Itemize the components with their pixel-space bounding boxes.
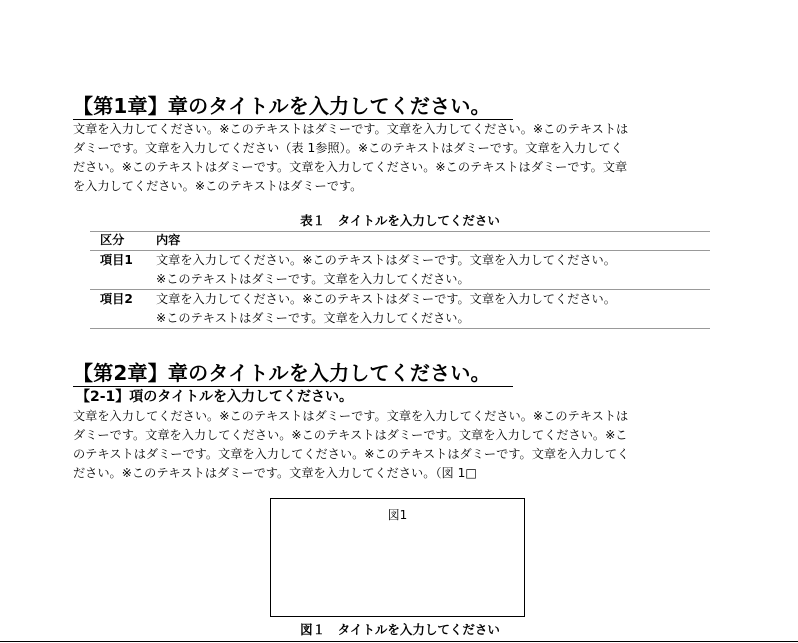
paragraph-line: ダミーです。文章を入力してください（表 1参照）。※このテキストはダミーです。文章を入力してく xyxy=(73,141,623,155)
page-bottom-rule xyxy=(0,641,798,642)
paragraph-line: ださい。※このテキストはダミーです。文章を入力してください。※このテキストはダミーです。文章 xyxy=(73,160,628,174)
paragraph-line: 文章を入力してください。※このテキストはダミーです。文章を入力してください。※このテキストは xyxy=(73,409,629,423)
table-top-rule xyxy=(90,231,710,232)
table-row-1-line-1: 文章を入力してください。※このテキストはダミーです。文章を入力してください。 xyxy=(156,253,616,267)
table-bottom-rule xyxy=(90,328,710,329)
table-row-2-line-1: 文章を入力してください。※このテキストはダミーです。文章を入力してください。 xyxy=(156,292,616,306)
table-row-1-label: 項目1 xyxy=(100,253,133,267)
section-2-1-title: 【2-1】項のタイトルを入力してください。 xyxy=(76,389,354,405)
paragraph-line: 文章を入力してください。※このテキストはダミーです。文章を入力してください。※このテキストは xyxy=(73,122,629,136)
table-header-category: 区分 xyxy=(100,233,125,247)
table-row-2-label: 項目2 xyxy=(100,292,133,306)
table-header-content: 内容 xyxy=(156,233,181,247)
paragraph-line: ダミーです。文章を入力してください。※このテキストはダミーです。文章を入力してください。※こ xyxy=(73,428,628,442)
paragraph-line: を入力してください。※このテキストはダミーです。 xyxy=(73,179,363,193)
paragraph-line: ださい。※このテキストはダミーです。文章を入力してください。（図 1□ xyxy=(73,466,477,480)
table-row-2-line-2: ※このテキストはダミーです。文章を入力してください。 xyxy=(156,311,470,325)
chapter-2-paragraph xyxy=(73,407,725,483)
paragraph-line: のテキストはダミーです。文章を入力してください。※このテキストはダミーです。文章を入力してく xyxy=(73,447,630,461)
table-caption: 表１ タイトルを入力してください xyxy=(300,213,500,228)
figure-box-label: 図1 xyxy=(387,508,408,522)
chapter-1-paragraph xyxy=(73,120,725,196)
figure-placeholder-box xyxy=(270,498,525,617)
table-row-1-line-2: ※このテキストはダミーです。文章を入力してください。 xyxy=(156,272,470,286)
chapter-1-title: 【第1章】章のタイトルを入力してください。 xyxy=(73,94,513,120)
figure-caption: 図１ タイトルを入力してください xyxy=(300,622,500,637)
chapter-2-title: 【第2章】章のタイトルを入力してください。 xyxy=(73,361,513,387)
